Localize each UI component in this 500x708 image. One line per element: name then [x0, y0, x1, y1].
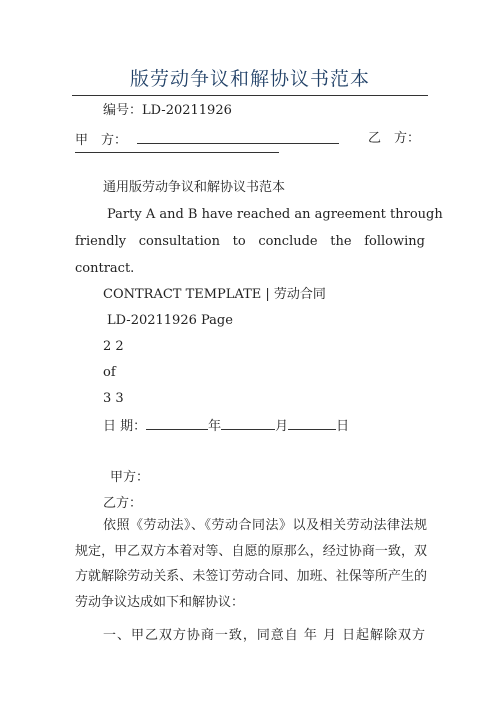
english-line-3: contract. — [75, 261, 135, 276]
title-divider — [72, 95, 428, 96]
page-line: LD-20211926 Page — [107, 313, 233, 328]
party-b-label: 乙 方： — [368, 131, 421, 146]
page-total: 3 3 — [103, 391, 124, 406]
day-blank — [288, 417, 336, 430]
page-current: 2 2 — [103, 339, 124, 354]
document-title: 版劳动争议和解协议书范本 — [129, 68, 370, 90]
body-paragraph: 依照《劳动法》、《劳动合同法》以及相关劳动法律法规规定，甲乙双方本着对等、自愿的原那么，经过协商一致，双方就解除劳动关系、未签订劳动合同、加班、社保等所产生的劳动争议达成如下和解协议： — [75, 518, 427, 610]
party-b-signature: 乙方： — [103, 496, 143, 511]
page-of: of — [103, 365, 116, 380]
clause-1: 一、甲乙双方协商一致，同意自 年 月 日起解除双方 — [103, 628, 425, 643]
date-month: 月 — [275, 419, 289, 434]
document-number: 编号：LD-20211926 — [103, 103, 232, 118]
template-line: CONTRACT TEMPLATE | 劳动合同 — [103, 287, 326, 302]
document-subtitle: 通用版劳动争议和解协议书范本 — [103, 180, 286, 195]
year-blank — [146, 417, 208, 430]
english-line-1: Party A and B have reached an agreement through — [107, 207, 443, 222]
date-year: 年 — [208, 419, 222, 434]
date-day: 日 — [336, 419, 350, 434]
date-label: 日 期： — [103, 419, 147, 434]
party-a-signature: 甲方： — [110, 470, 150, 485]
party-a-row — [75, 131, 339, 149]
party-a-label: 甲 方： — [75, 133, 128, 148]
english-line-2: friendly consultation to conclude the following — [75, 234, 425, 249]
party-a-blank — [137, 131, 339, 144]
party-b-blank — [75, 152, 279, 153]
date-row — [103, 417, 349, 435]
month-blank — [221, 417, 275, 430]
